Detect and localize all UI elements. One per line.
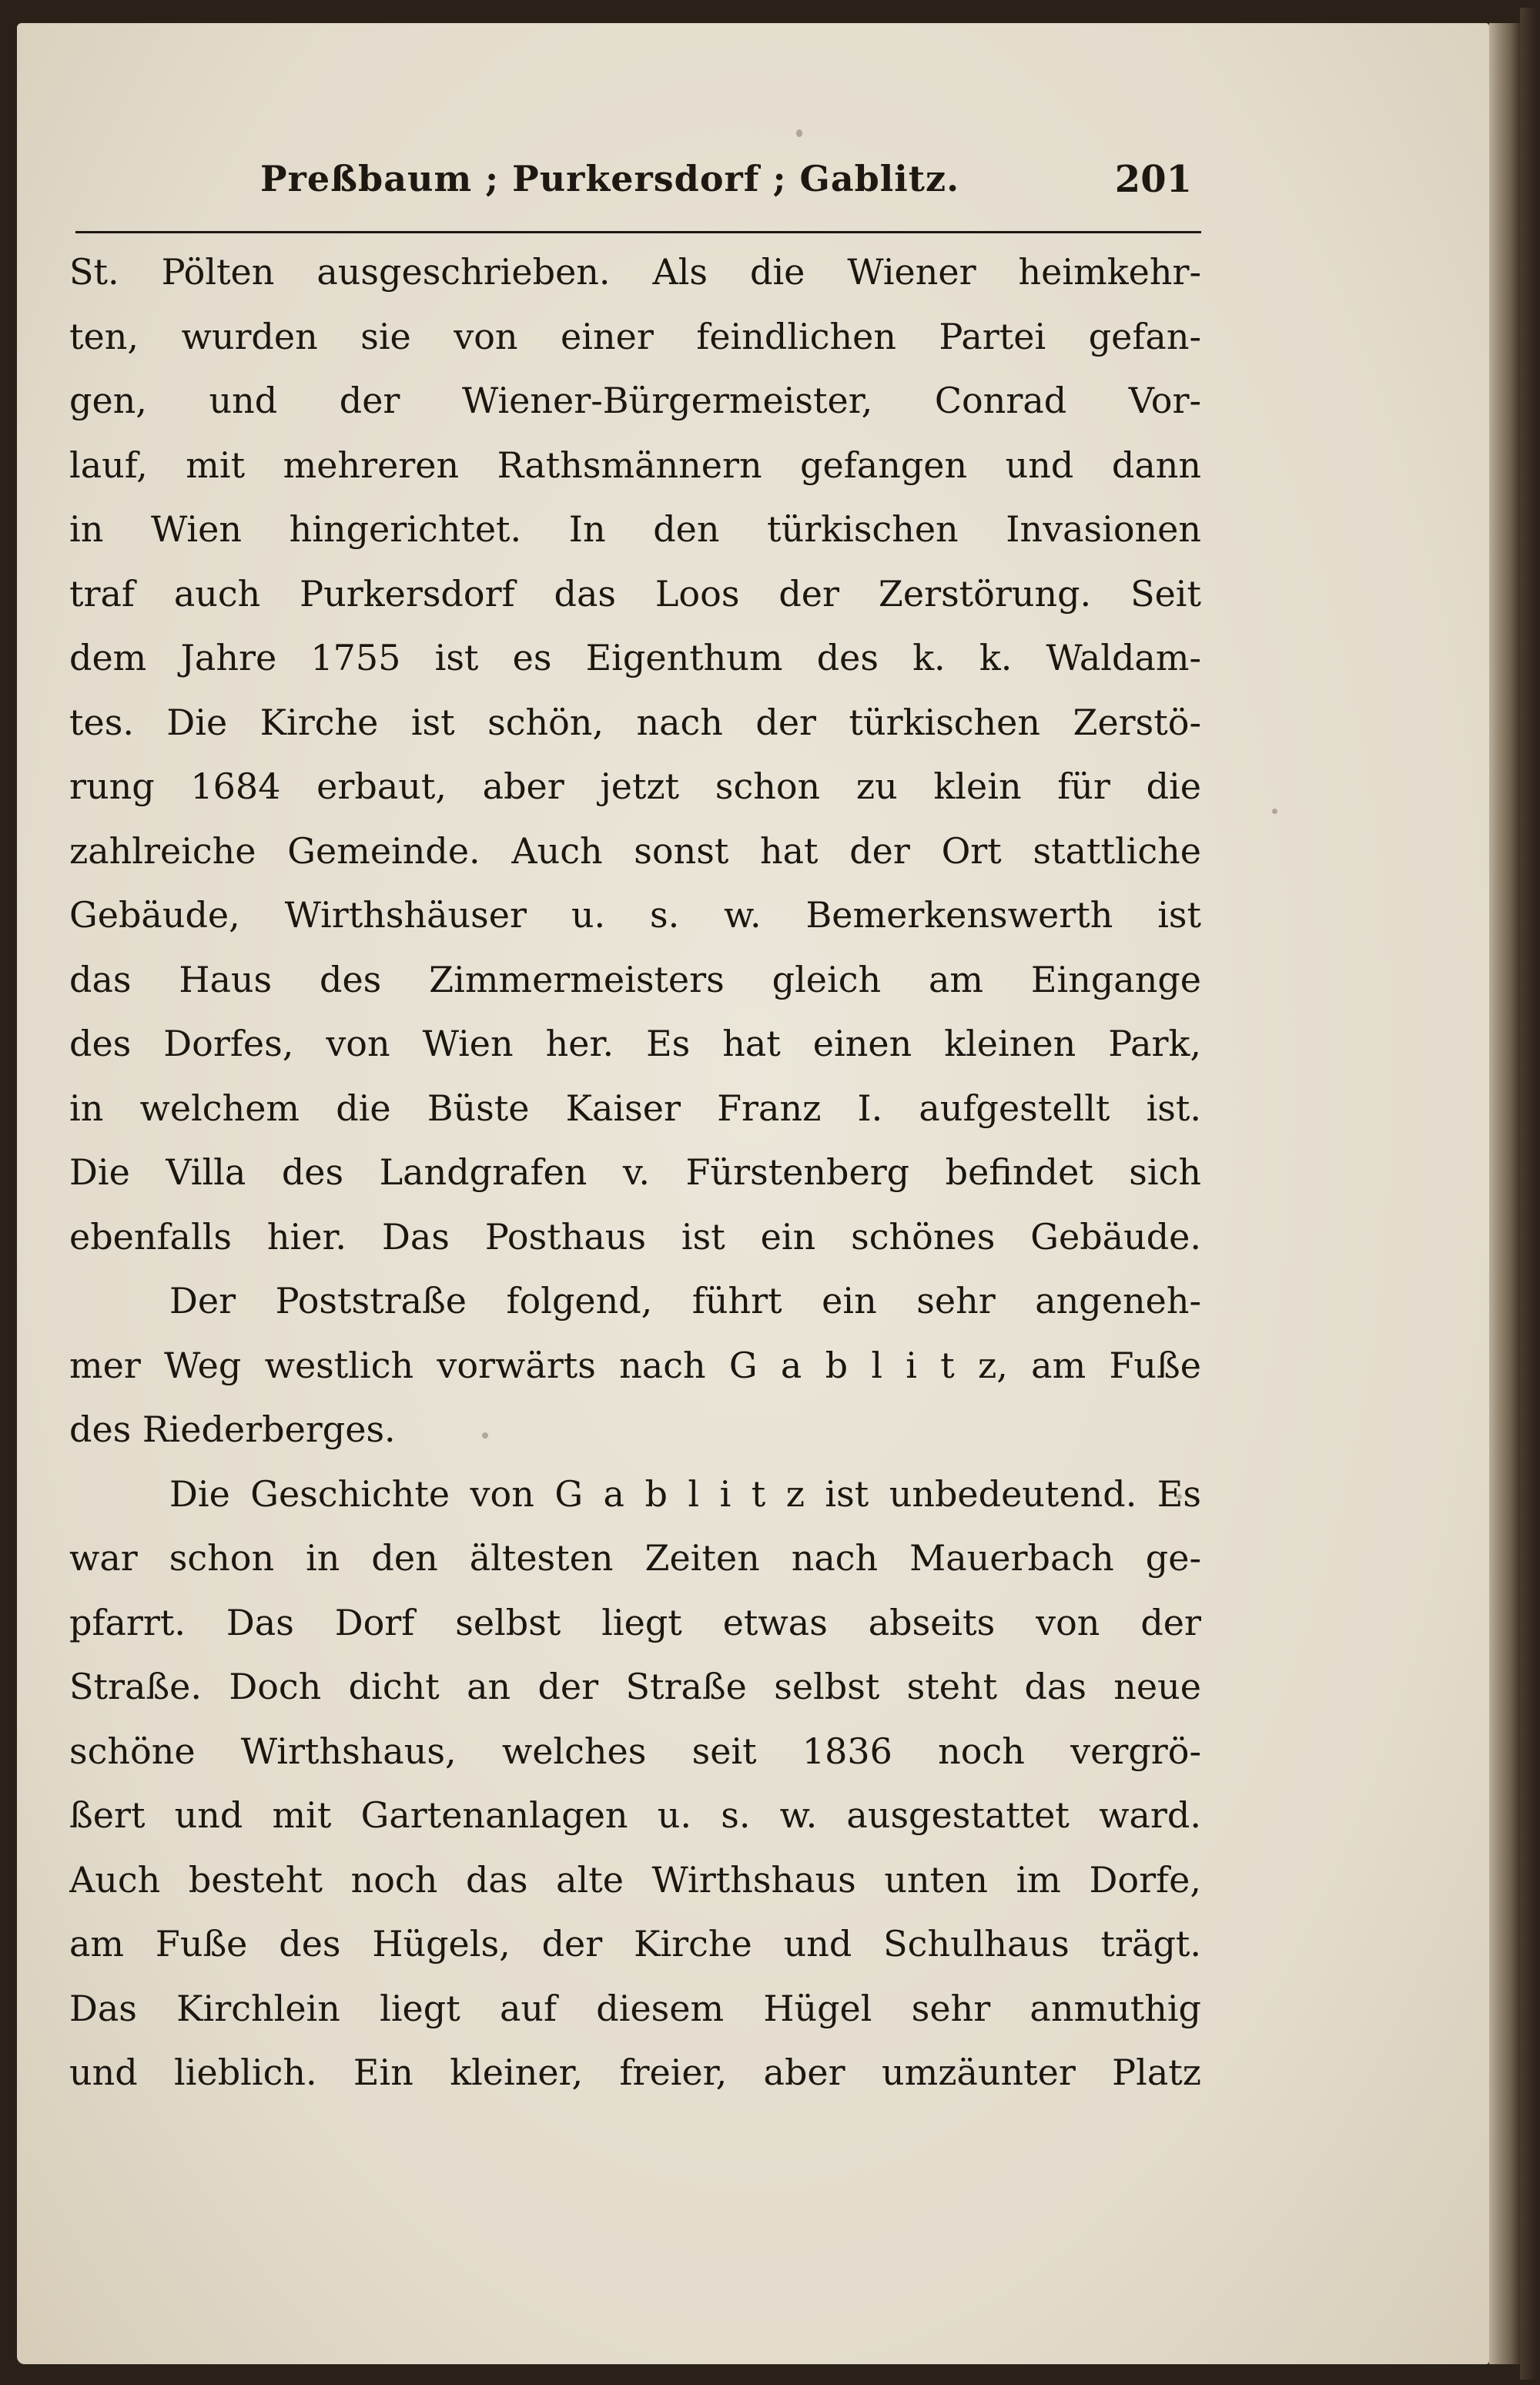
text-line: das Haus des Zimmermeisters gleich am Eingange <box>69 958 1201 1000</box>
text-line: St. Pölten ausgeschrieben. Als die Wiener heimkehr- <box>69 251 1201 293</box>
text-line: rung 1684 erbaut, aber jetzt schon zu klein für die <box>69 765 1201 807</box>
header-rule <box>75 231 1201 233</box>
text-line: Die Villa des Landgrafen v. Fürstenberg befindet sich <box>69 1151 1201 1193</box>
text-line: ebenfalls hier. Das Posthaus ist ein schönes Gebäude. <box>69 1215 1201 1258</box>
text-line: Auch besteht noch das alte Wirthshaus unten im Dorfe, <box>69 1858 1201 1901</box>
text-line: war schon in den ältesten Zeiten nach Mauerbach ge- <box>69 1537 1201 1579</box>
text-line: in Wien hingerichtet. In den türkischen Invasionen <box>69 508 1201 550</box>
text-line: dem Jahre 1755 ist es Eigenthum des k. k. Waldam- <box>69 637 1201 678</box>
text-line: in welchem die Büste Kaiser Franz I. aufgestellt ist. <box>69 1087 1201 1129</box>
text-line: ßert und mit Gartenanlagen u. s. w. ausgestattet ward. <box>69 1794 1201 1836</box>
text-line: gen, und der Wiener-Bürgermeister, Conrad Vor- <box>69 380 1201 421</box>
text-line: des Dorfes, von Wien her. Es hat einen kleinen Park, <box>69 1023 1201 1064</box>
paper-speck <box>1272 809 1277 814</box>
text-line: ten, wurden sie von einer feindlichen Partei gefan- <box>69 315 1201 357</box>
body-text <box>69 240 1201 2105</box>
text-line: Das Kirchlein liegt auf diesem Hügel sehr anmuthig <box>69 1987 1201 2029</box>
page-number: 201 <box>1114 158 1192 201</box>
paper-speck <box>796 129 802 137</box>
paragraph-first-line: Der Poststraße folgend, führt ein sehr angeneh- <box>169 1280 1201 1321</box>
text-line: traf auch Purkersdorf das Loos der Zerstörung. Seit <box>69 572 1201 615</box>
text-line: Gebäude, Wirthshäuser u. s. w. Bemerkenswerth ist <box>69 894 1201 936</box>
text-line: und lieblich. Ein kleiner, freier, aber umzäunter Platz <box>69 2052 1201 2093</box>
page-header <box>75 158 1200 227</box>
text-line: pfarrt. Das Dorf selbst liegt etwas abseits von der <box>69 1601 1201 1643</box>
paragraph-first-line: Die Geschichte von G a b l i t z ist unbedeutend. Es <box>169 1472 1201 1515</box>
book-edge-dark <box>1520 8 1537 2380</box>
paragraph-last-line: des Riederberges. <box>69 1409 396 1450</box>
running-title: Preßbaum ; Purkersdorf ; Gablitz. <box>260 158 960 199</box>
text-line: lauf, mit mehreren Rathsmännern gefangen und dann <box>69 444 1201 486</box>
text-line: mer Weg westlich vorwärts nach G a b l i t z, am Fuße <box>69 1344 1201 1386</box>
text-line: Straße. Doch dicht an der Straße selbst steht das neue <box>69 1666 1201 1707</box>
text-line: zahlreiche Gemeinde. Auch sonst hat der Ort stattliche <box>69 829 1201 872</box>
text-line: tes. Die Kirche ist schön, nach der türkischen Zerstö- <box>69 701 1201 743</box>
text-line: schöne Wirthshaus, welches seit 1836 noch vergrö- <box>69 1730 1201 1772</box>
book-page-edges <box>1489 23 1520 2364</box>
text-line: am Fuße des Hügels, der Kirche und Schulhaus trägt. <box>69 1923 1201 1965</box>
